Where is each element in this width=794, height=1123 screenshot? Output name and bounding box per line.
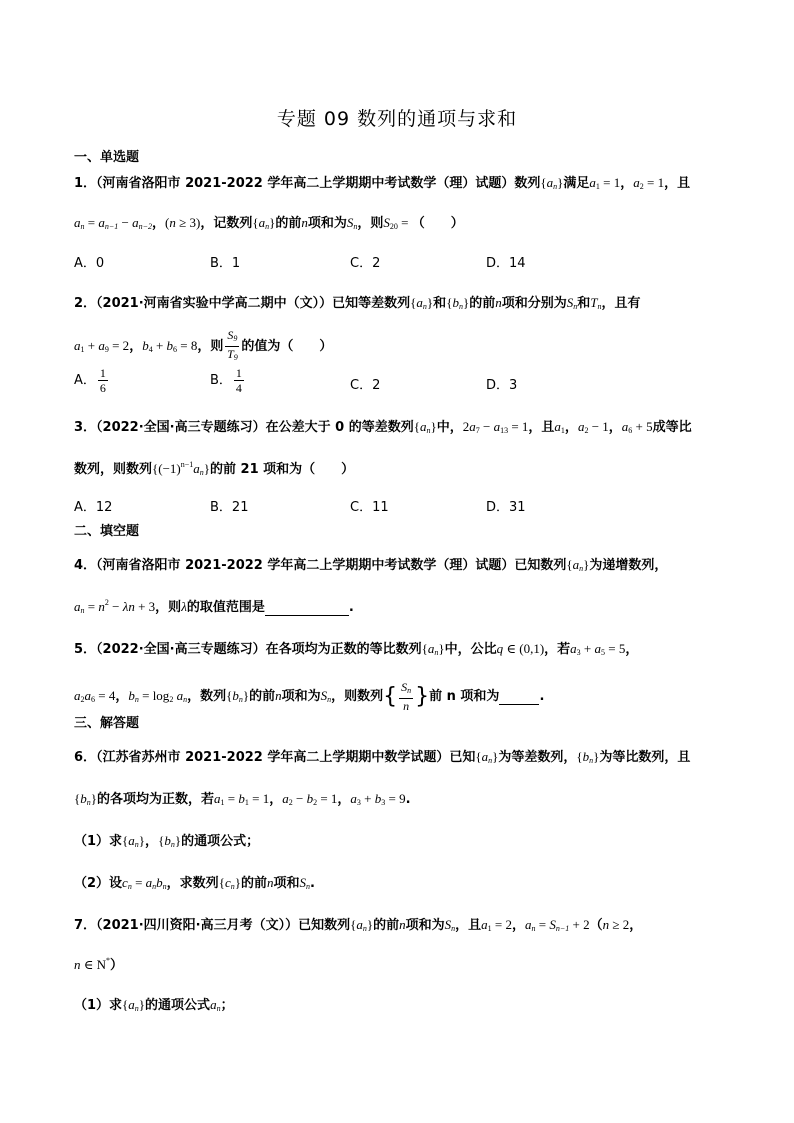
question-6-part-2: （2）设$c_n = a_nb_n$，求数列$\{c_n\}$的前n项和$S_n$. [74, 875, 315, 891]
q2-option-d: D．3 [486, 378, 518, 393]
question-6-line-1: 6．（江苏省苏州市 2021-2022 学年高二上学期期中数学试题）已知$\{a_n\}$为等差数列，$\{b_n\}$为等比数列，且 [74, 749, 691, 765]
section-heading-fill: 二、填空题 [74, 524, 140, 539]
question-6-part-1: （1）求$\{a_n\}$，$\{b_n\}$的通项公式； [74, 833, 260, 849]
question-1-line-1: 1．（河南省洛阳市 2021-2022 学年高二上学期期中考试数学（理）试题）数列$\{a_n\}$满足$a_1 = 1$，$a_2 = 1$，且 [74, 175, 691, 191]
q3-option-c: C．11 [350, 500, 389, 515]
question-3-line-1: 3．（2022·全国·高三专题练习）在公差大于 0 的等差数列$\{a_n\}$中，$2a_7 - a_{13} = 1$，且$a_1$，$a_2 - 1$，$a_6 + 5$成等比 [74, 419, 692, 435]
section-heading-solve: 三、解答题 [74, 716, 140, 731]
question-6-line-2: $\{b_n\}$的各项均为正数，若$a_1 = b_1 = 1$，$a_2 - b_2 = 1$，$a_3 + b_3 = 9$. [74, 791, 411, 807]
page-title: 专题 09 数列的通项与求和 [276, 108, 518, 130]
question-1-line-2: $a_n = a_{n-1} - a_{n-2}$，(n ≥ 3)，记数列$\{a_n\}$的前n项和为$S_n$，则$S_{20}$ = （ ） [74, 215, 464, 231]
section-heading-single: 一、单选题 [74, 150, 140, 165]
q1-option-b: B．1 [210, 256, 241, 271]
question-7-part-1: （1）求$\{a_n\}$的通项公式$a_n$； [74, 997, 234, 1013]
question-7-line-1: 7．（2021·四川资阳·高三月考（文））已知数列$\{a_n\}$的前n项和为$S_n$，且$a_1 = 2$，$a_n = S_{n-1} + 2(n \ge 2$， [74, 917, 643, 933]
q1-option-d: D．14 [486, 256, 526, 271]
question-4-line-2: $a_n = n^2 - \lambda n + 3$，则λ的取值范围是 . [74, 598, 354, 615]
fraction-sn-n: $\frac{S_n}{n}$ [401, 680, 412, 713]
q1-option-c: C．2 [350, 256, 381, 271]
q3-option-a: A．12 [74, 500, 113, 515]
question-5-line-2: $a_2a_6 = 4$，$b_n = \log_2 a_n$，数列$\{b_n\}$的前n项和为$S_n$，则数列{ $\frac{S_n}{n}$ }前 n 项和为 . [74, 680, 545, 713]
fraction-s9-t9: $\frac{S_9}{T_9}$ [227, 328, 238, 362]
question-3-line-2: 数列，则数列$\{(-1)^{n-1}a_n\}$的前 21 项和为（ ） [74, 460, 355, 477]
q5-answer-blank[interactable] [499, 689, 539, 705]
question-4-line-1: 4．（河南省洛阳市 2021-2022 学年高二上学期期中考试数学（理）试题）已知数列$\{a_n\}$为递增数列， [74, 557, 668, 573]
question-2-line-2: $a_1 + a_9 = 2$，$b_4 + b_6 = 8$，则 $\frac{S_9}{T_9}$ 的值为（ ） [74, 328, 332, 365]
q4-answer-blank[interactable] [265, 600, 349, 616]
question-5-line-1: 5．（2022·全国·高三专题练习）在各项均为正数的等比数列$\{a_n\}$中，公比q ∈ (0,1)，若$a_3 + a_5 = 5$， [74, 641, 639, 657]
q3-option-d: D．31 [486, 500, 526, 515]
q2-option-c: C．2 [350, 378, 381, 393]
q2-option-b: B． $\frac{1}{4}$ [210, 366, 242, 395]
q1-option-a: A．0 [74, 256, 105, 271]
q2-option-a: A． $\frac{1}{6}$ [74, 366, 106, 395]
q3-option-b: B．21 [210, 500, 249, 515]
question-2-line-1: 2．（2021·河南省实验中学高二期中（文））已知等差数列$\{a_n\}$和$\{b_n\}$的前n项和分别为$S_n$和$T_n$，且有 [74, 295, 641, 311]
question-7-line-2: n ∈ N*） [74, 956, 124, 973]
